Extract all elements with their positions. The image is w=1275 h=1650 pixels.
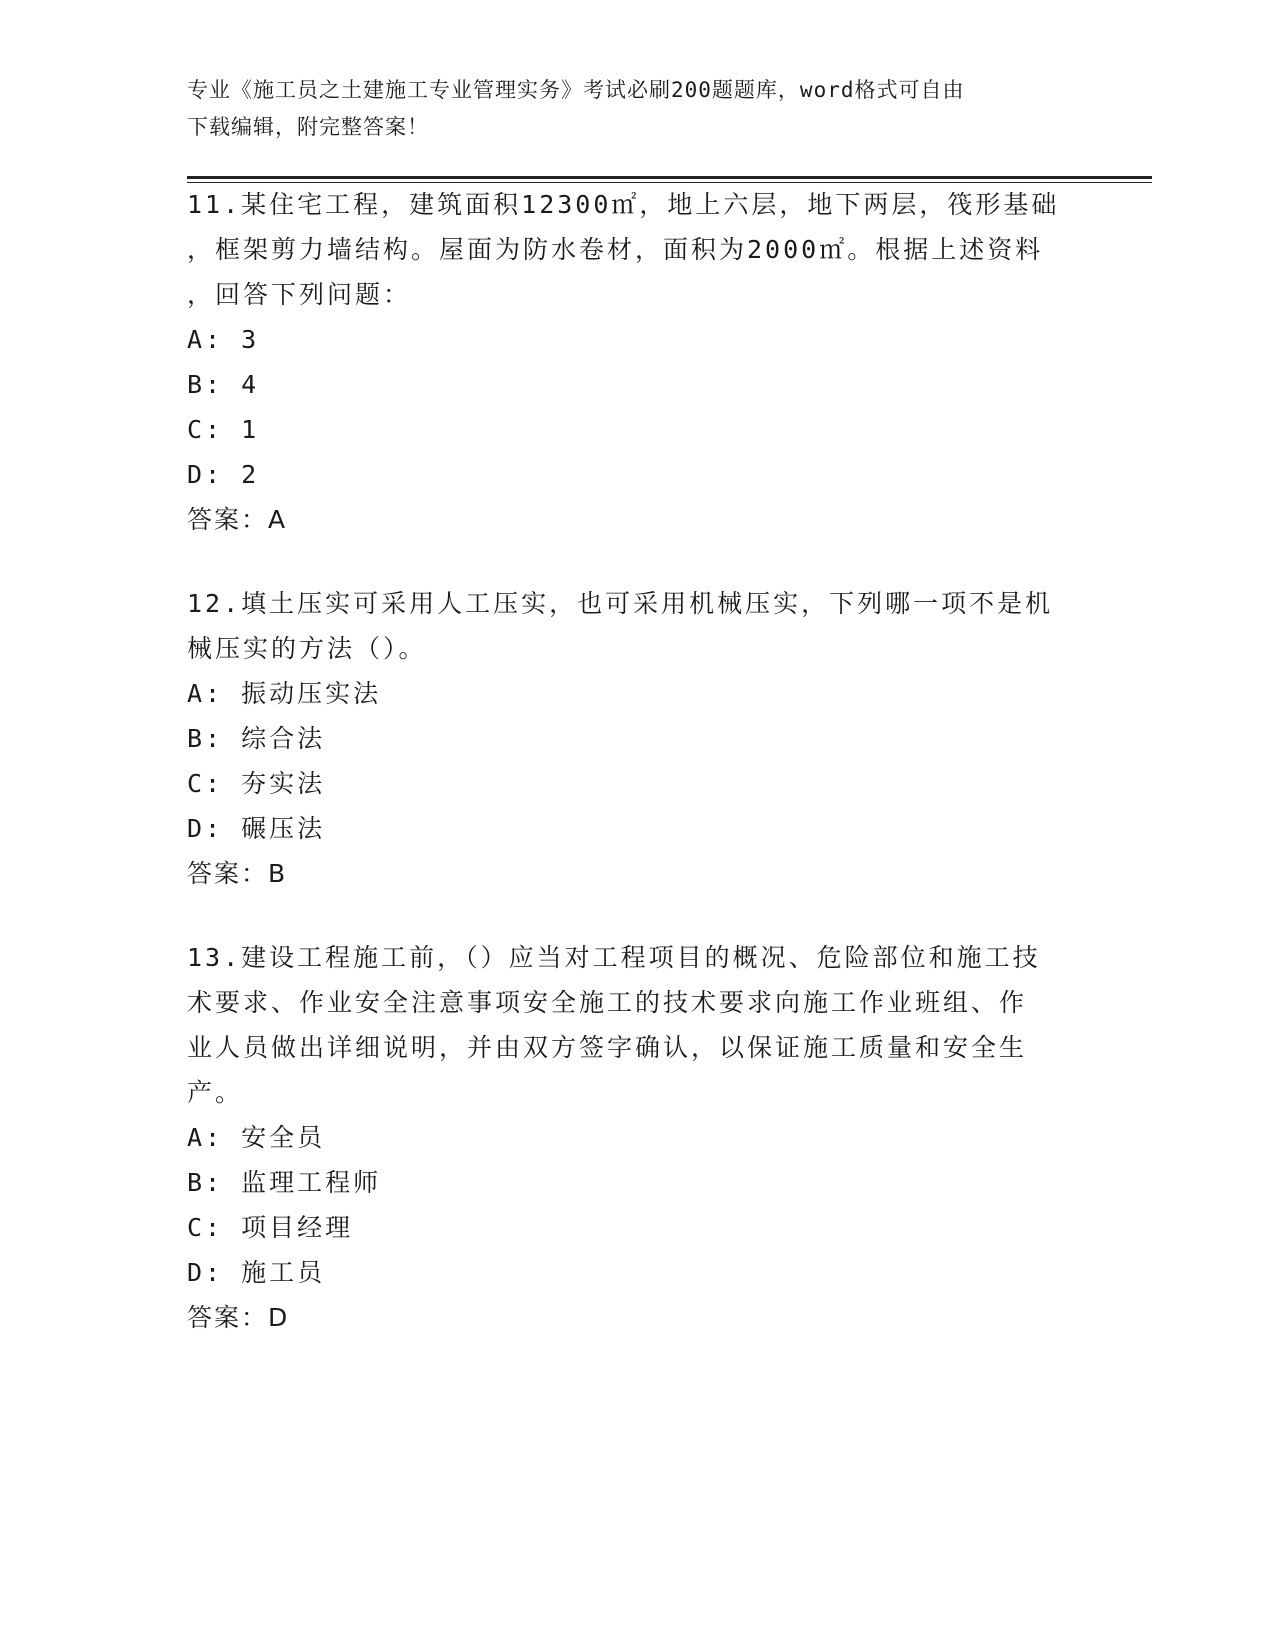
option-c: C: 项目经理	[187, 1213, 354, 1242]
option-b: B: 4	[187, 370, 260, 399]
header-line: 专业《施工员之土建施工专业管理实务》考试必刷200题题库，word格式可自由	[187, 78, 965, 102]
option-c: C: 夯实法	[187, 769, 326, 798]
answer-label: 答案：A	[187, 505, 288, 534]
question-12	[187, 581, 1087, 896]
option-c: C: 1	[187, 415, 260, 444]
question-13	[187, 935, 1087, 1340]
answer-label: 答案：D	[187, 1303, 290, 1332]
option-b: B: 监理工程师	[187, 1168, 382, 1197]
question-stem	[187, 182, 1087, 317]
stem-line: 12.填土压实可采用人工压实，也可采用机械压实，下列哪一项不是机	[187, 589, 1054, 618]
stem-line: 业人员做出详细说明，并由双方签字确认，以保证施工质量和安全生	[187, 1033, 1028, 1062]
question-stem	[187, 935, 1087, 1115]
header-divider-thick	[187, 176, 1152, 179]
stem-line: 械压实的方法（）。	[187, 634, 427, 663]
option-d: D: 2	[187, 460, 260, 489]
header-line: 下载编辑，附完整答案！	[187, 115, 429, 139]
stem-line: 产。	[187, 1078, 244, 1107]
stem-line: 11.某住宅工程，建筑面积12300㎡，地上六层，地下两层，筏形基础	[187, 190, 1060, 219]
answer-label: 答案：B	[187, 859, 288, 888]
option-d: D: 碾压法	[187, 814, 326, 843]
option-d: D: 施工员	[187, 1258, 326, 1287]
question-stem	[187, 581, 1087, 671]
document-header	[187, 72, 1067, 146]
option-a: A: 3	[187, 325, 260, 354]
option-a: A: 振动压实法	[187, 679, 382, 708]
question-11	[187, 182, 1087, 542]
option-b: B: 综合法	[187, 724, 326, 753]
stem-line: 13.建设工程施工前，（）应当对工程项目的概况、危险部位和施工技	[187, 943, 1041, 972]
option-a: A: 安全员	[187, 1123, 326, 1152]
stem-line: 术要求、作业安全注意事项安全施工的技术要求向施工作业班组、作	[187, 988, 1028, 1017]
stem-line: ，回答下列问题：	[187, 280, 412, 309]
stem-line: ，框架剪力墙结构。屋面为防水卷材，面积为2000㎡。根据上述资料	[187, 235, 1044, 264]
